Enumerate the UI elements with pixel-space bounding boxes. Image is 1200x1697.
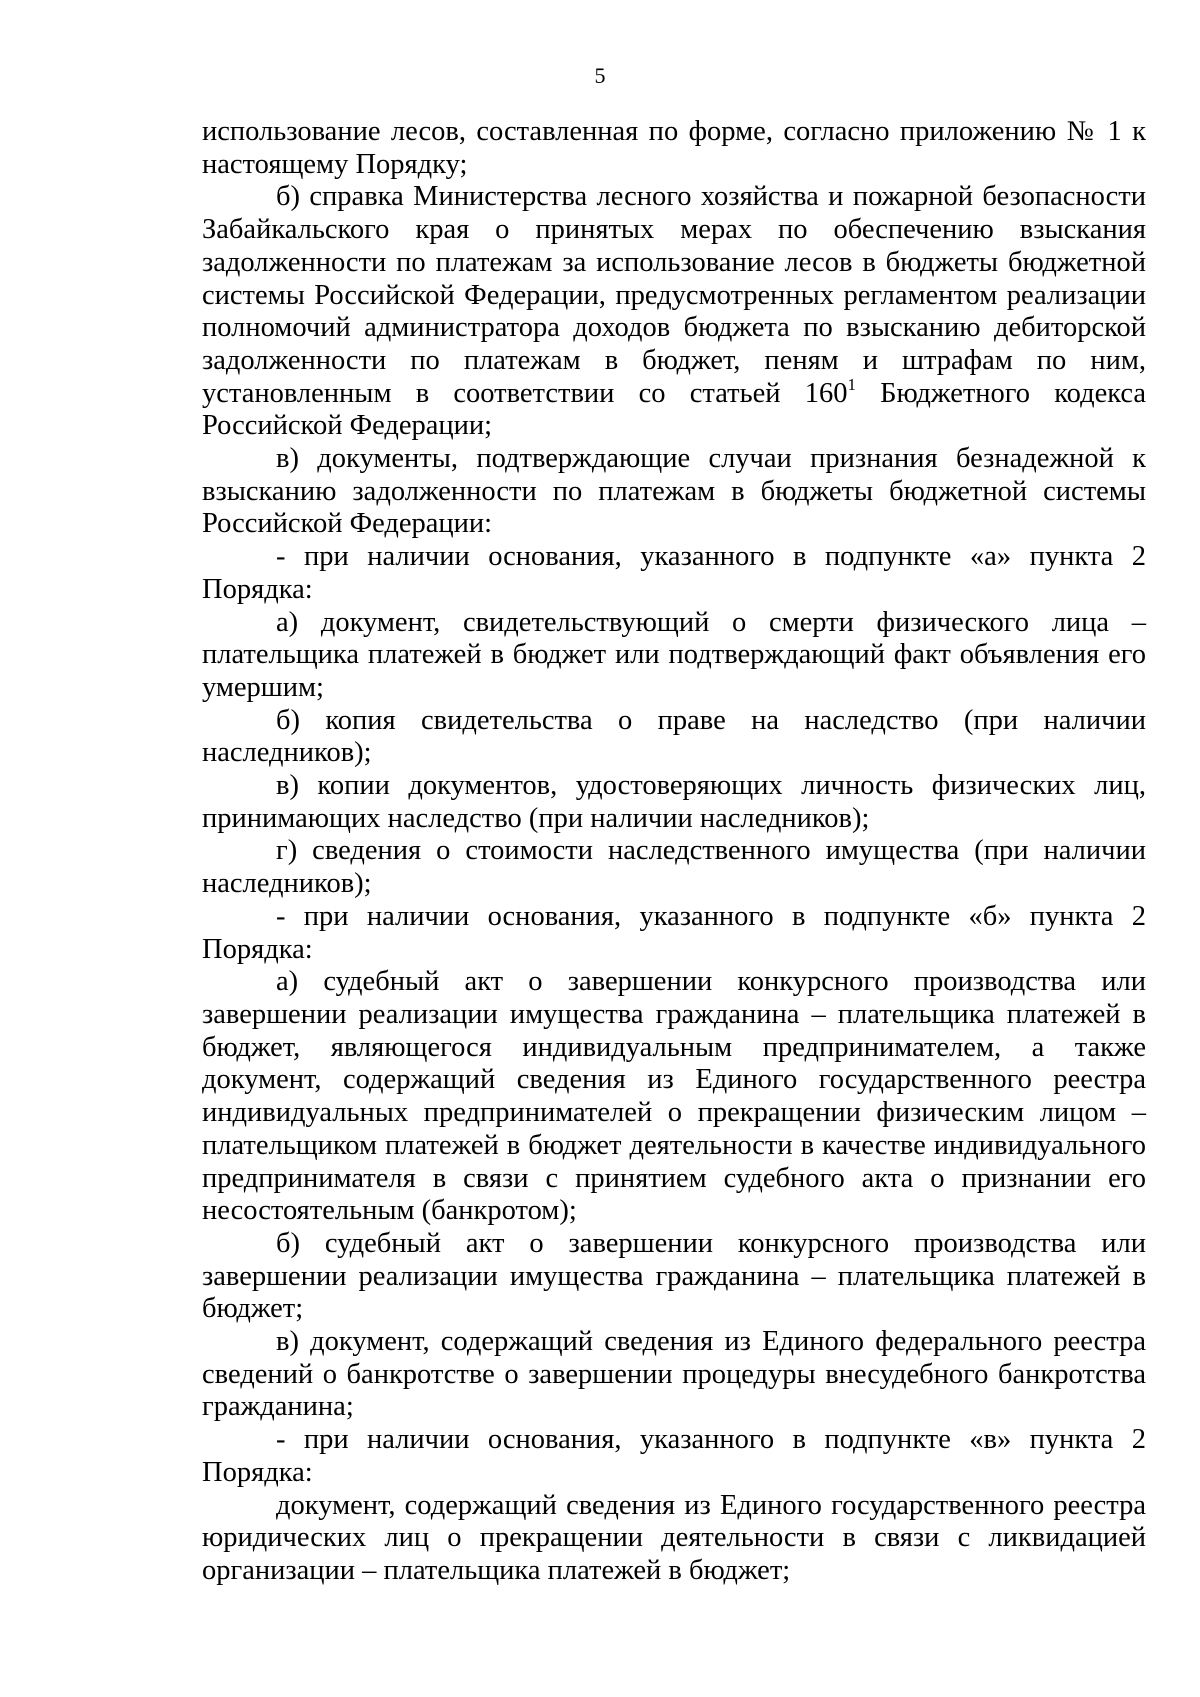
paragraph-11: б) судебный акт о завершении конкурсного производства или завершении реализации имущества гражданина – плательщика платежей в бюджет; <box>202 1227 1146 1325</box>
paragraph-9: - при наличии основания, указанного в подпункте «б» пункта 2 Порядка: <box>202 900 1146 965</box>
page-number: 5 <box>594 63 606 88</box>
paragraph-12: в) документ, содержащий сведения из Единого федерального реестра сведений о банкротстве о завершении процедуры внесудебного банкротства гражданина; <box>202 1326 1146 1423</box>
paragraph-5: а) документ, свидетельствующий о смерти физического лица – плательщика платежей в бюджет или подтверждающий факт объявления его умершим; <box>202 606 1146 703</box>
paragraph-3: в) документы, подтверждающие случаи признания безнадежной к взысканию задолженности по платежам в бюджеты бюджетной системы Российской Федерации: <box>202 443 1146 540</box>
document-body <box>202 116 1146 1588</box>
paragraph-7: в) копии документов, удостоверяющих личность физических лиц, принимающих наследство (при наличии наследников); <box>202 770 1146 834</box>
paragraph-2: б) справка Министерства лесного хозяйства и пожарной безопасности Забайкальского края о принятых мерах по обеспечению взыскания задолженности по платежам за использование лесов в бюджеты бюджетной системы Российской Федерации, предусмотренных регламентом реализации полномочий администратора доходов бюджета по взысканию дебиторской задолженности по платежам в бюджет, пеням и штрафам по ним, установленным в соответствии со статьей $160^1$ Бюджетного кодекса Российской Федерации; <box>202 181 1147 442</box>
paragraph-6: б) копия свидетельства о праве на наследство (при наличии наследников); <box>202 704 1146 769</box>
paragraph-8: г) сведения о стоимости наследственного имущества (при наличии наследников); <box>202 835 1146 900</box>
footnote-superscript: 1 <box>847 374 856 394</box>
paragraph-13: - при наличии основания, указанного в подпункте «в» пункта 2 Порядка: <box>202 1424 1146 1488</box>
paragraph-4: - при наличии основания, указанного в подпункте «а» пункта 2 Порядка: <box>202 541 1146 605</box>
paragraph-1: использование лесов, составленная по форме, согласно приложению № 1 к настоящему Порядку; <box>202 116 1146 180</box>
paragraph-10: а) судебный акт о завершении конкурсного производства или завершении реализации имущества гражданина – плательщика платежей в бюджет, являющегося индивидуальным предпринимателем, а также документ, содержащий сведения из Единого государственного реестра индивидуальных предпринимателей о прекращении физическим лицом – плательщиком платежей в бюджет деятельности в качестве индивидуального предпринимателя в связи с принятием судебного акта о признании его несостоятельным (банкротом); <box>202 966 1146 1227</box>
paragraph-14: документ, содержащий сведения из Единого государственного реестра юридических лиц о прекращении деятельности в связи с ликвидацией организации – плательщика платежей в бюджет; <box>202 1489 1146 1586</box>
